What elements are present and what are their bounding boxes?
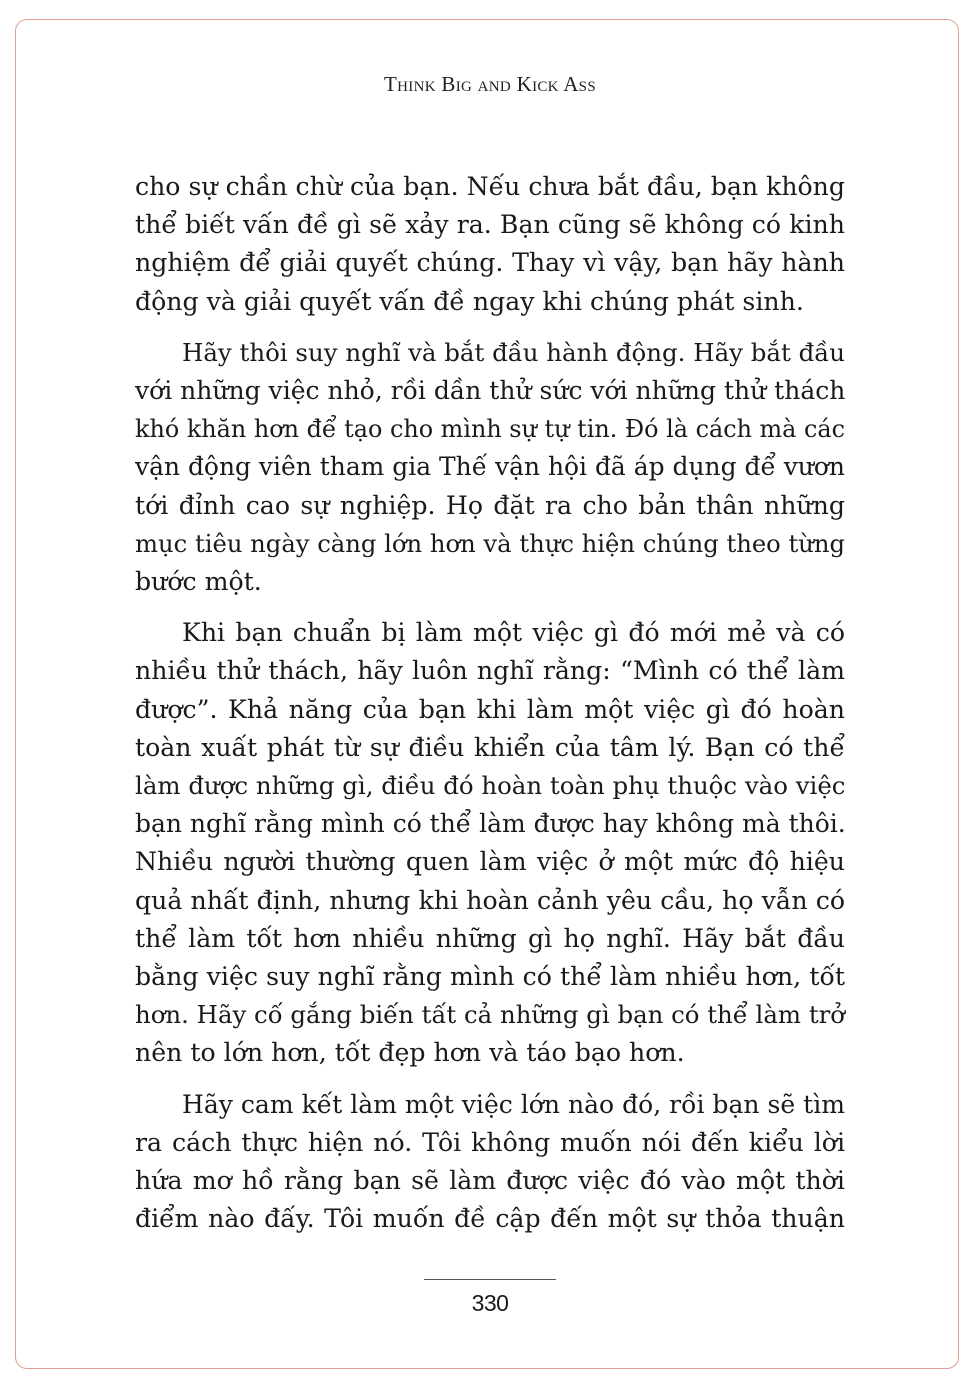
paragraph-1 bbox=[135, 168, 845, 321]
text-line: nghiệm để giải quyết chúng. Thay vì vậy, bạn hãy hành bbox=[135, 248, 845, 278]
paragraph-4 bbox=[135, 1086, 845, 1239]
text-line: tới đỉnh cao sự nghiệp. Họ đặt ra cho bản thân những bbox=[135, 490, 845, 520]
text-line: điểm nào đấy. Tôi muốn đề cập đến một sự thỏa thuận bbox=[135, 1204, 845, 1234]
body-text bbox=[135, 168, 845, 1251]
text-line: khó khăn hơn để tạo cho mình sự tự tin. Đó là cách mà các bbox=[135, 415, 845, 444]
text-line: động và giải quyết vấn đề ngay khi chúng phát sinh. bbox=[135, 286, 804, 316]
text-line: làm được những gì, điều đó hoàn toàn phụ thuộc vào việc bbox=[135, 771, 846, 801]
text-line: bạn nghĩ rằng mình có thể làm được hay không mà thôi. bbox=[135, 809, 846, 839]
text-line: bằng việc suy nghĩ rằng mình có thể làm nhiều hơn, tốt bbox=[135, 962, 845, 992]
text-line: hứa mơ hồ rằng bạn sẽ làm được việc đó vào một thời bbox=[135, 1166, 845, 1196]
text-line: Hãy cam kết làm một việc lớn nào đó, rồi bạn sẽ tìm bbox=[182, 1089, 845, 1119]
text-line: Khi bạn chuẩn bị làm một việc gì đó mới mẻ và có bbox=[182, 618, 845, 648]
text-line: hơn. Hãy cố gắng biến tất cả những gì bạn có thể làm trở bbox=[135, 1000, 845, 1030]
text-line: nhiều thử thách, hãy luôn nghĩ rằng: “Mình có thể làm bbox=[135, 656, 845, 686]
paragraph-3 bbox=[135, 614, 845, 1072]
text-line: Nhiều người thường quen làm việc ở một mức độ hiệu bbox=[135, 847, 845, 877]
text-line: được”. Khả năng của bạn khi làm một việc gì đó hoàn bbox=[135, 694, 845, 724]
text-line: mục tiêu ngày càng lớn hơn và thực hiện chúng theo từng bbox=[135, 528, 846, 558]
text-line: quả nhất định, nhưng khi hoàn cảnh yêu cầu, họ vẫn có bbox=[135, 885, 845, 915]
text-line: với những việc nhỏ, rồi dần thử sức với những thử thách bbox=[135, 376, 846, 406]
text-line: bước một. bbox=[135, 567, 262, 597]
text-line: thể biết vấn đề gì sẽ xảy ra. Bạn cũng sẽ không có kinh bbox=[135, 210, 845, 240]
page-number: 330 bbox=[471, 1290, 509, 1316]
paragraph-2 bbox=[135, 334, 845, 601]
running-header: Think Big and Kick Ass bbox=[384, 72, 596, 96]
text-line: Hãy thôi suy nghĩ và bắt đầu hành động. Hãy bắt đầu bbox=[182, 337, 845, 367]
text-line: toàn xuất phát từ sự điều khiển của tâm lý. Bạn có thể bbox=[135, 732, 845, 762]
text-line: nên to lớn hơn, tốt đẹp hơn và táo bạo hơn. bbox=[135, 1038, 685, 1068]
text-line: thể làm tốt hơn nhiều những gì họ nghĩ. Hãy bắt đầu bbox=[135, 923, 845, 953]
text-line: cho sự chần chừ của bạn. Nếu chưa bắt đầu, bạn không bbox=[135, 172, 845, 201]
text-line: ra cách thực hiện nó. Tôi không muốn nói đến kiểu lời bbox=[135, 1127, 845, 1157]
footer-rule bbox=[424, 1279, 556, 1280]
text-line: vận động viên tham gia Thế vận hội đã áp dụng để vươn bbox=[135, 452, 845, 482]
